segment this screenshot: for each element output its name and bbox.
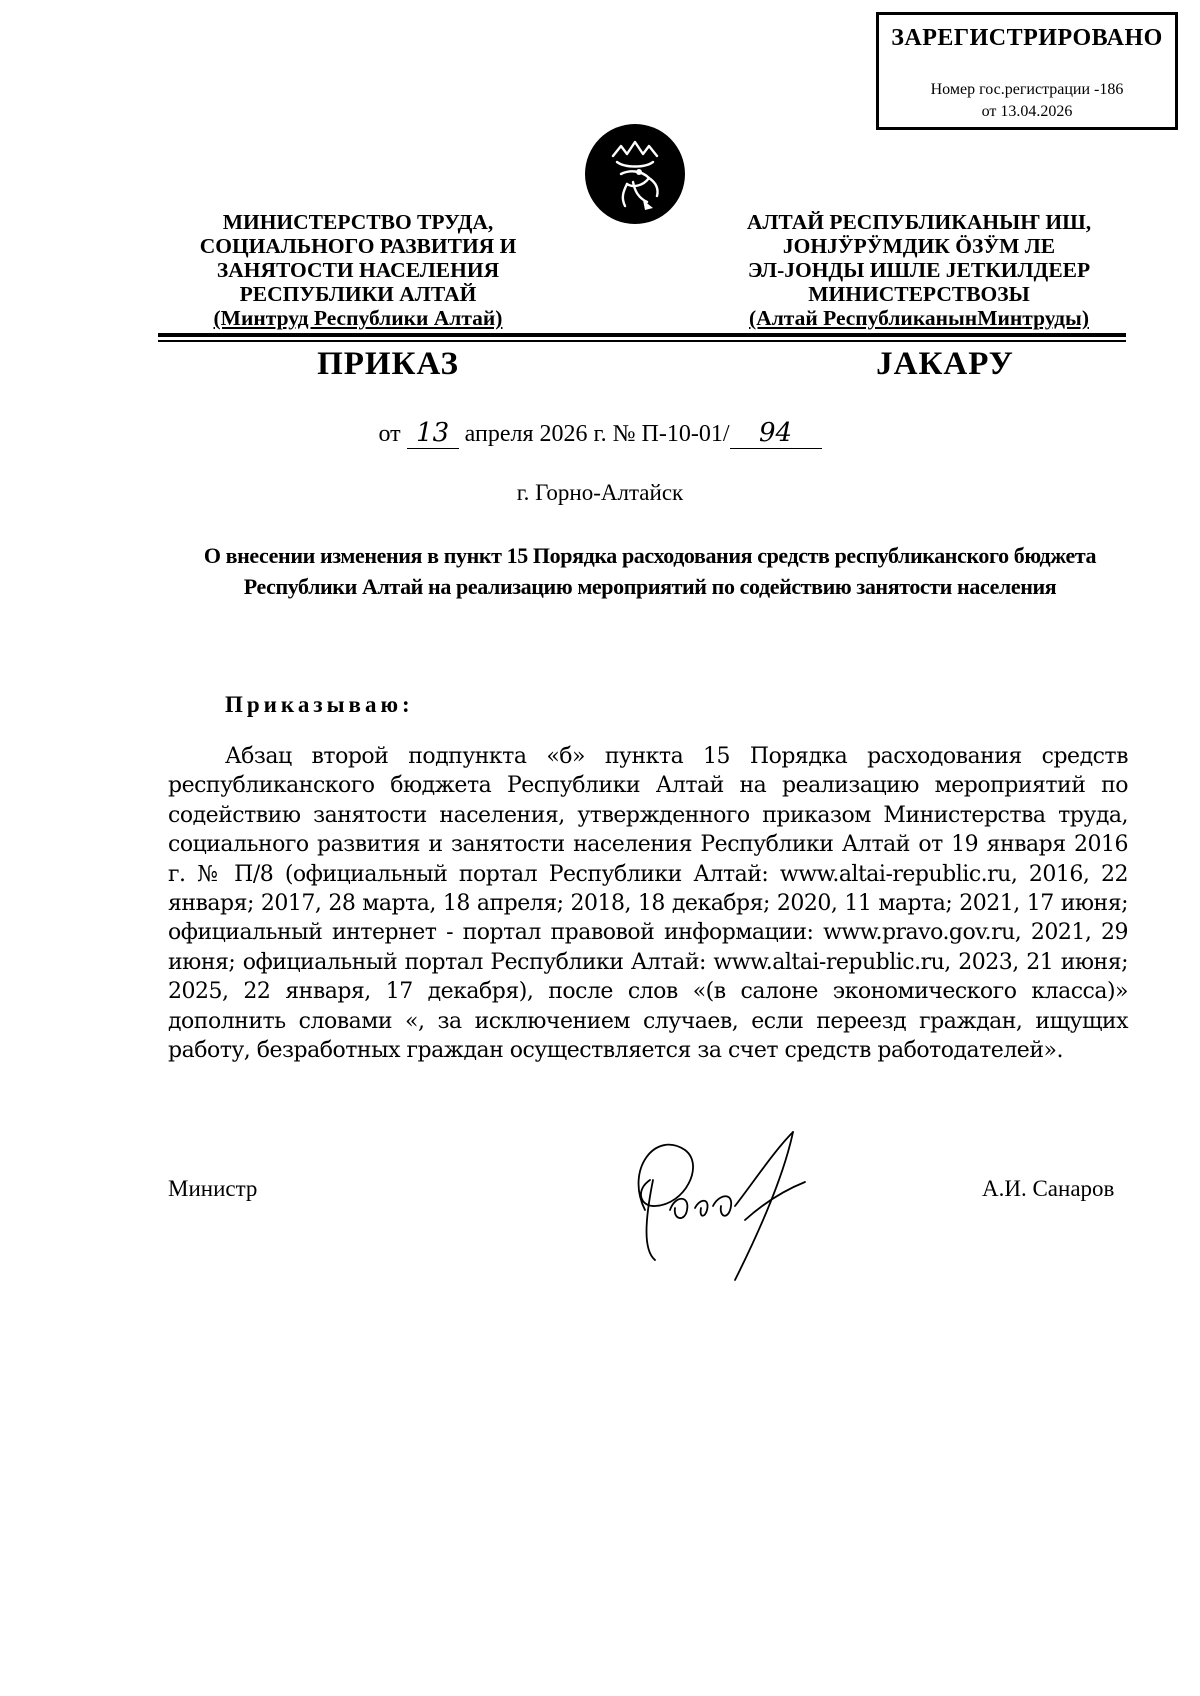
stamp-title: ЗАРЕГИСТРИРОВАНО (891, 25, 1163, 51)
order-title-altai: JАКАРУ (876, 346, 1014, 382)
registration-stamp (876, 12, 1178, 130)
ministry-name-russian (168, 210, 548, 330)
order-city: г. Горно-Алтайск (516, 480, 684, 505)
header-left-short-name: (Минтруд Республики Алтай) (213, 306, 503, 330)
header-left-line-3: ЗАНЯТОСТИ НАСЕЛЕНИЯ (216, 258, 500, 282)
order-title-russian: ПРИКАЗ (317, 346, 459, 382)
header-right-line-2: JОНJӰРӰМДИК ÖЗӰМ ЛЕ (782, 234, 1056, 258)
stamp-reg-number: Номер гос.регистрации -186 (930, 81, 1124, 98)
order-subject: О внесении изменения в пункт 15 Порядка расходования средств республиканского бюджета Республики Алтай на реализацию мероприятий по содействию занятости населения (203, 543, 1097, 599)
handwritten-signature (615, 1110, 855, 1290)
decree-word: Приказываю: (225, 692, 414, 717)
header-right-line-1: АЛТАЙ РЕСПУБЛИКАНЫҤ ИШ, (746, 210, 1092, 234)
signatory-role: Министр (168, 1176, 258, 1201)
header-right-line-4: МИНИСТЕРСТВОЗЫ (808, 282, 1030, 306)
order-body-text: Абзац второй подпункта «б» пункта 15 Порядка расходования средств республиканского бюджета Республики Алтай на реализацию мероприятий по содействию занятости населения, утвержденного приказом Министерства труда, социального развития и занятости населения Республики Алтай от 19 января 2016 г. № П/8 (официальный портал Республики Алтай: www.altai-republic.ru, 2016, 22 января; 2017, 28 марта, 18 апреля; 2018, 18 декабря; 2020, 11 марта; 2021, 17 июня; официальный интернет - портал правовой информации: www.pravo.gov.ru, 2021, 29 июня; официальный портал Республики Алтай: www.altai-republic.ru, 2023, 21 июня; 2025, 22 января, 17 декабря), после слов «(в салоне экономического класса)» дополнить словами «, за исключением случаев, если переезд граждан, ищущих работу, безработных граждан осуществляется за счет средств работодателей». (168, 744, 1128, 1064)
order-number-handwritten: 94 (730, 418, 822, 449)
header-divider-thin (158, 340, 1126, 342)
ministry-name-altai (724, 210, 1114, 330)
header-left-line-1: МИНИСТЕРСТВО ТРУДА, (222, 210, 494, 234)
order-body-paragraph (168, 742, 1128, 1065)
header-right-line-3: ЭЛ-JОНДЫ ИШЛЕ JЕТКИЛДЕЕР (747, 258, 1091, 282)
signatory-name: А.И. Санаров (982, 1176, 1115, 1201)
coat-of-arms-emblem (583, 122, 687, 226)
order-date-prefix: от (378, 421, 401, 447)
order-month-year: апреля 2026 г. № П-10-01/ (464, 421, 730, 447)
header-left-line-4: РЕСПУБЛИКИ АЛТАЙ (239, 282, 477, 306)
header-right-short-name: (Алтай РеспубликанынМинтруды) (749, 306, 1089, 330)
header-left-line-2: СОЦИАЛЬНОГО РАЗВИТИЯ И (199, 234, 517, 258)
order-date-number (0, 418, 1200, 449)
stamp-reg-date: от 13.04.2026 (981, 103, 1073, 120)
order-day-handwritten: 13 (407, 418, 459, 449)
header-divider-thick (158, 333, 1126, 337)
